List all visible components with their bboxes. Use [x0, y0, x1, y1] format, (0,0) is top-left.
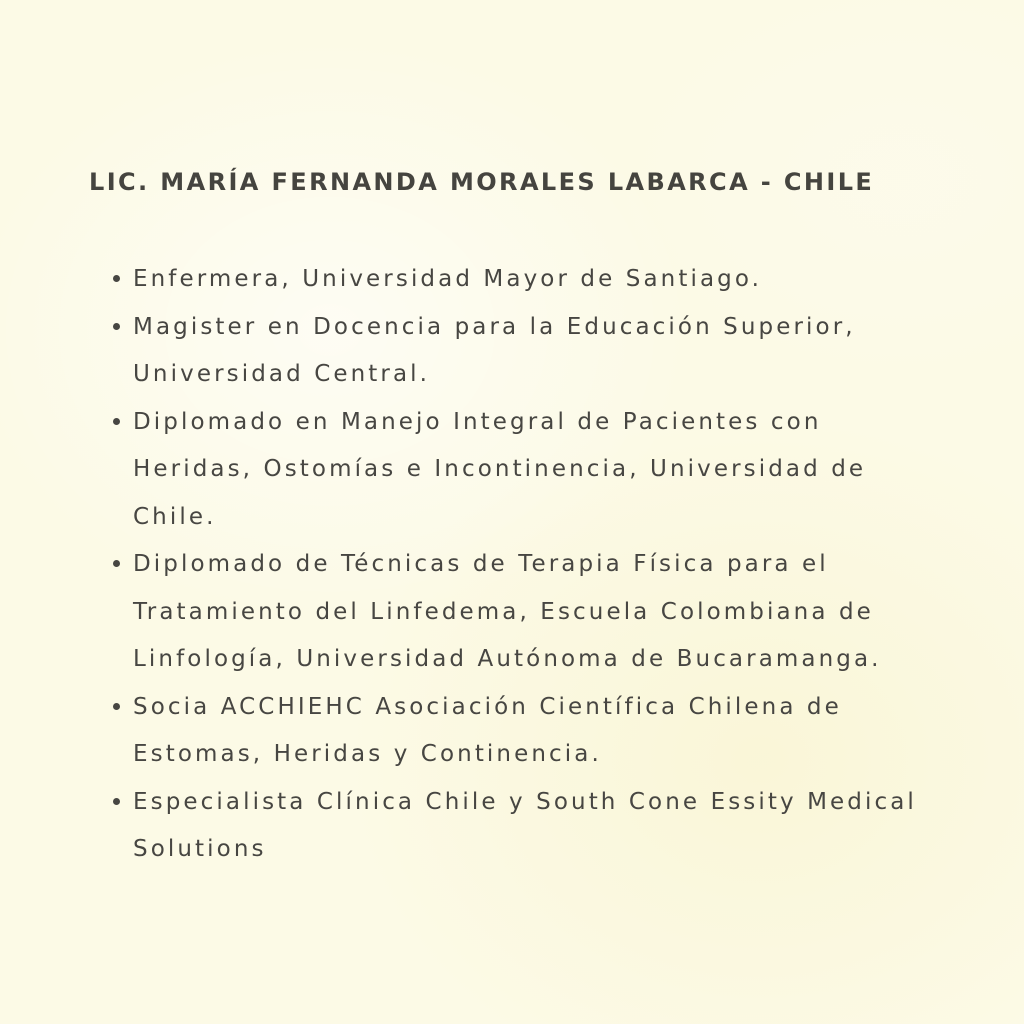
bullet-icon [113, 323, 120, 330]
page-title: LIC. MARÍA FERNANDA MORALES LABARCA - CHILE [89, 168, 875, 196]
list-item [133, 399, 933, 542]
list-item [133, 541, 933, 684]
bullet-icon [113, 275, 120, 282]
list-item-text: Magister en Docencia para la Educación Superior, Universidad Central. [133, 313, 856, 387]
bullet-icon [113, 418, 120, 425]
list-item-text: Diplomado de Técnicas de Terapia Física para el Tratamiento del Linfedema, Escuela Colombiana de Linfología, Universidad Autónoma de Bucaramanga. [133, 551, 882, 672]
bullet-icon [113, 798, 120, 805]
list-item [133, 256, 933, 304]
list-item [133, 779, 933, 874]
list-item-text: Especialista Clínica Chile y South Cone Essity Medical Solutions [133, 788, 917, 862]
list-item-text: Diplomado en Manejo Integral de Pacientes con Heridas, Ostomías e Incontinencia, Universidad de Chile. [133, 408, 867, 530]
list-item-text: Enfermera, Universidad Mayor de Santiago. [133, 266, 763, 292]
credentials-list [133, 256, 933, 874]
bullet-icon [113, 703, 120, 710]
list-item [133, 684, 933, 779]
list-item-text: Socia ACCHIEHC Asociación Científica Chilena de Estomas, Heridas y Continencia. [133, 693, 842, 767]
list-item [133, 304, 933, 399]
bullet-icon [113, 560, 120, 567]
